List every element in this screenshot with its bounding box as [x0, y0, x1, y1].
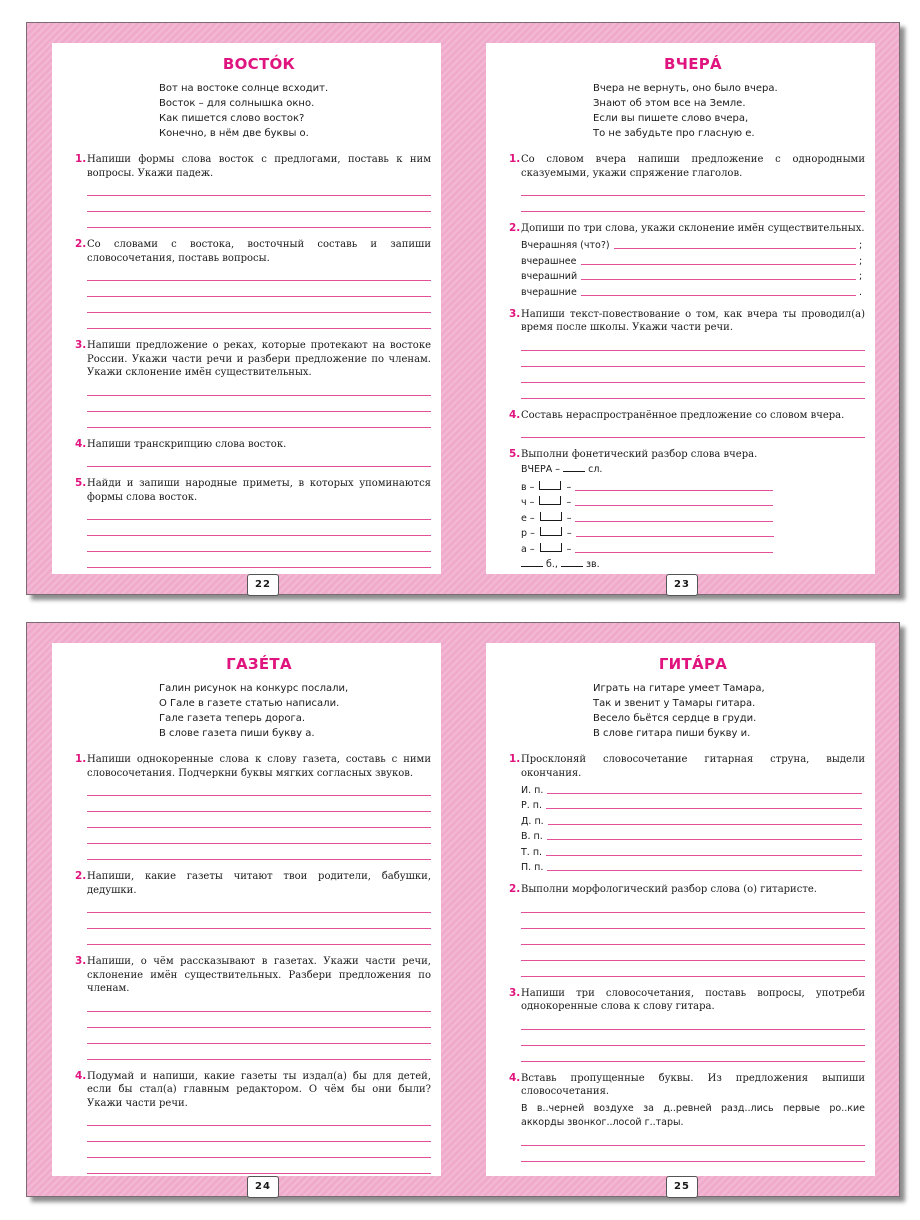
- task-number: 1.: [75, 753, 87, 765]
- page-number-23: 23: [666, 574, 698, 596]
- poem-line: Вот на востоке солнце всходит.: [159, 83, 329, 94]
- fill-label: вчерашнее: [521, 255, 577, 267]
- task-text: Со словом вчера напиши предложение с однородными сказуемыми, укажи спряжение глаголов.: [521, 154, 865, 179]
- task-text: Напиши формы слова восток с предлогами, поставь к ним вопросы. Укажи падеж.: [87, 154, 431, 179]
- case-label: Д. п.: [521, 815, 544, 827]
- task-number: 4.: [75, 1069, 87, 1082]
- answer-line[interactable]: [87, 1044, 431, 1060]
- answer-line[interactable]: [87, 929, 431, 945]
- answer-line[interactable]: [87, 1028, 431, 1044]
- answer-line[interactable]: [521, 913, 865, 929]
- sounds-blank[interactable]: [561, 558, 583, 567]
- task-number: 4.: [75, 437, 87, 450]
- task-number: 3.: [75, 955, 87, 967]
- task-number: 5.: [75, 477, 87, 489]
- task-5: [509, 448, 865, 572]
- task-text: Напиши предложение о реках, которые протекают на востоке России. Укажи части речи и разбери предложение по членам. Укажи склонение имён существительных.: [87, 340, 431, 378]
- poem-line: О Гале в газете статью написали.: [159, 698, 340, 709]
- task-4: [509, 1071, 865, 1177]
- answer-line[interactable]: [87, 313, 431, 329]
- poem-line: Если вы пишете слово вчера,: [593, 113, 749, 124]
- answer-line[interactable]: [87, 780, 431, 796]
- fill-label: вчерашний: [521, 271, 578, 282]
- answer-line[interactable]: [87, 897, 431, 913]
- answer-line[interactable]: [521, 196, 865, 212]
- task-number: 4.: [509, 1071, 521, 1084]
- case-label: Т. п.: [521, 846, 543, 858]
- syllable-label: сл.: [588, 463, 603, 475]
- sound-box[interactable]: [539, 496, 561, 505]
- page-22: [52, 43, 441, 574]
- poem: [593, 81, 793, 141]
- answer-line[interactable]: [521, 1130, 865, 1146]
- page-title: ГИТÁРА: [658, 655, 728, 673]
- answer-line[interactable]: [87, 265, 431, 281]
- answer-line[interactable]: [87, 281, 431, 297]
- answer-line[interactable]: [521, 180, 865, 196]
- letter-row[interactable]: [521, 493, 865, 509]
- task-text: Напиши, о чём рассказывают в газетах. Укажи части речи, склонение имён существительных. Разбери предложения по членам.: [87, 956, 431, 994]
- task-text: Выполни морфологический разбор слова (о) гитаристе.: [521, 884, 817, 895]
- answer-line[interactable]: [521, 1030, 865, 1046]
- answer-line[interactable]: [87, 812, 431, 828]
- case-line[interactable]: [521, 811, 865, 827]
- answer-line[interactable]: [521, 422, 865, 438]
- answer-line[interactable]: [87, 844, 431, 860]
- exercise-sentence: В в..черней воздухе за д..ревней разд..лись первые ро..кие аккорды звонког..лосой г..тары.: [521, 1102, 865, 1128]
- task-number: 5.: [509, 448, 521, 460]
- task-number: 4.: [509, 408, 521, 421]
- answer-line[interactable]: [87, 1142, 431, 1158]
- task-5: [75, 477, 431, 568]
- answer-line[interactable]: [521, 383, 865, 399]
- dash: –: [529, 497, 535, 508]
- task-number: 3.: [509, 307, 521, 320]
- poem-line: Конечно, в нём две буквы о.: [159, 128, 309, 139]
- page-number-25: 25: [666, 1176, 698, 1198]
- phonetic-word: ВЧЕРА –: [521, 463, 561, 475]
- task-text: Просклоняй словосочетание гитарная струна, выдели окончания.: [521, 754, 865, 779]
- poem-line: То не забудьте про гласную е.: [593, 128, 755, 139]
- letter-row[interactable]: [521, 539, 865, 555]
- page-number-22: 22: [247, 574, 279, 596]
- spread-pages-22-23: [26, 22, 900, 595]
- answer-line[interactable]: [521, 1046, 865, 1062]
- answer-line[interactable]: [521, 351, 865, 367]
- syllable-blank[interactable]: [563, 463, 585, 472]
- answer-line[interactable]: [87, 212, 431, 228]
- dash: –: [566, 543, 572, 555]
- fill-line[interactable]: [521, 251, 865, 267]
- answer-line[interactable]: [87, 297, 431, 313]
- fill-line[interactable]: [521, 267, 865, 283]
- task-4: [75, 437, 431, 468]
- sounds-label: зв.: [586, 558, 600, 570]
- case-label: Р. п.: [521, 800, 542, 811]
- task-1: [509, 153, 865, 212]
- answer-line[interactable]: [87, 1012, 431, 1028]
- answer-line[interactable]: [87, 412, 431, 428]
- task-number: 3.: [509, 986, 521, 999]
- task-text: Выполни фонетический разбор слова вчера.: [521, 449, 758, 460]
- answer-line[interactable]: [87, 828, 431, 844]
- poem-line: Галин рисунок на конкурс послали,: [159, 683, 349, 694]
- task-text: Напиши транскрипцию слова восток.: [87, 438, 287, 450]
- sounds-summary: [521, 557, 865, 573]
- answer-line[interactable]: [87, 196, 431, 212]
- letter-row[interactable]: [521, 477, 865, 493]
- answer-line[interactable]: [87, 451, 431, 467]
- answer-line[interactable]: [521, 367, 865, 383]
- sound-box[interactable]: [540, 543, 562, 552]
- task-text: Найди и запиши народные приметы, в которых упоминаются формы слова восток.: [87, 478, 431, 503]
- task-2: [75, 870, 431, 945]
- case-line[interactable]: [521, 780, 865, 796]
- letter-row[interactable]: [521, 508, 865, 524]
- answer-line[interactable]: [87, 996, 431, 1012]
- dash: –: [529, 481, 535, 493]
- task-1: [75, 753, 431, 860]
- task-3: [75, 339, 431, 428]
- task-text: Напиши однокоренные слова к слову газета, составь с ними словосочетания. Подчеркни буквы мягких согласных звуков.: [87, 754, 431, 779]
- case-label: И. п.: [521, 784, 544, 796]
- task-3: [75, 955, 431, 1060]
- answer-line[interactable]: [87, 796, 431, 812]
- fill-end: ;: [859, 255, 863, 267]
- task-3: [509, 986, 865, 1062]
- task-2: [75, 238, 431, 329]
- task-number: 2.: [75, 870, 87, 882]
- task-text: Вставь пропущенные буквы. Из предложения выпиши словосочетания.: [521, 1072, 865, 1097]
- task-text: Составь нераспространённое предложение со словом вчера.: [521, 409, 845, 421]
- task-2: [509, 883, 865, 977]
- answer-line[interactable]: [521, 945, 865, 961]
- answer-line[interactable]: [521, 929, 865, 945]
- task-2: [509, 222, 865, 298]
- answer-line[interactable]: [87, 380, 431, 396]
- dash: –: [529, 543, 535, 555]
- dash: –: [529, 512, 535, 524]
- answer-line[interactable]: [87, 520, 431, 536]
- letters-blank[interactable]: [521, 558, 543, 567]
- task-number: 1.: [509, 153, 521, 165]
- task-text: Напиши текст-повествование о том, как вчера ты проводил(а) время после школы. Укажи части речи.: [521, 308, 865, 333]
- answer-line[interactable]: [87, 180, 431, 196]
- answer-line[interactable]: [87, 1126, 431, 1142]
- poem-line: Восток – для солнышка окно.: [159, 98, 315, 109]
- case-label: В. п.: [521, 831, 543, 842]
- task-4: [509, 408, 865, 439]
- case-line[interactable]: [521, 796, 865, 812]
- answer-line[interactable]: [521, 335, 865, 351]
- answer-line[interactable]: [87, 396, 431, 412]
- task-text: Подумай и напиши, какие газеты ты издал(а) бы для детей, если бы стал(а) главным редактором. О чём бы они были? Укажи части речи.: [87, 1070, 431, 1109]
- fill-line[interactable]: [521, 282, 865, 298]
- page-title: ВОСТÓК: [222, 55, 296, 73]
- sound-box[interactable]: [539, 481, 561, 490]
- poem-line: Весело бьётся сердце в груди.: [593, 713, 757, 724]
- fill-end: .: [859, 286, 863, 298]
- poem-line: Знают об этом все на Земле.: [593, 98, 746, 109]
- fill-end: ;: [859, 240, 863, 251]
- poem: [159, 681, 359, 741]
- poem-line: Гале газета теперь дорога.: [159, 713, 306, 724]
- task-text: Напиши три словосочетания, поставь вопросы, употреби однокоренные слова к слову гитара.: [521, 987, 865, 1012]
- answer-line[interactable]: [521, 1162, 865, 1177]
- poem: [159, 81, 359, 141]
- poem-line: Как пишется слово восток?: [159, 113, 305, 124]
- task-3: [509, 307, 865, 399]
- poem-line: В слове гитара пиши букву и.: [593, 728, 751, 739]
- page-title: ВЧЕРÁ: [664, 55, 722, 73]
- phonetic-header: [521, 462, 865, 478]
- fill-line[interactable]: [521, 236, 865, 252]
- letter: р: [521, 528, 528, 539]
- page-24: [52, 643, 441, 1176]
- case-line[interactable]: [521, 842, 865, 858]
- page-number-24: 24: [247, 1176, 279, 1198]
- dash: –: [566, 481, 572, 493]
- letters-label: б.,: [546, 558, 558, 570]
- answer-line[interactable]: [87, 536, 431, 552]
- case-line[interactable]: [521, 827, 865, 843]
- task-number: 2.: [75, 238, 87, 250]
- task-number: 1.: [75, 153, 87, 165]
- sound-box[interactable]: [540, 512, 562, 521]
- poem-line: Так и звенит у Тамары гитара.: [593, 698, 756, 709]
- dash: –: [566, 497, 572, 508]
- dash: –: [530, 528, 535, 539]
- dash: –: [566, 528, 572, 539]
- task-text: Напиши, какие газеты читают твои родители, бабушки, дедушки.: [87, 871, 431, 896]
- task-number: 2.: [509, 883, 521, 895]
- letter: в: [521, 481, 527, 493]
- case-line[interactable]: [521, 858, 865, 874]
- fill-end: ;: [859, 271, 863, 282]
- page-25: [486, 643, 875, 1176]
- dash: –: [566, 512, 572, 524]
- page-title: ГАЗÉТА: [226, 655, 292, 673]
- answer-line[interactable]: [87, 552, 431, 568]
- task-text: Допиши по три слова, укажи склонение имён существительных.: [521, 223, 865, 234]
- letter: е: [521, 512, 527, 524]
- poem-line: В слове газета пиши букву а.: [159, 728, 315, 739]
- answer-line[interactable]: [87, 504, 431, 520]
- letter-row[interactable]: [521, 524, 865, 540]
- task-1: [509, 753, 865, 873]
- spread-pages-24-25: [26, 622, 900, 1197]
- task-text: Со словами с востока, восточный составь и запиши словосочетания, поставь вопросы.: [87, 239, 431, 264]
- sound-box[interactable]: [540, 527, 562, 536]
- answer-line[interactable]: [87, 1158, 431, 1174]
- answer-line[interactable]: [521, 897, 865, 913]
- task-4: [75, 1069, 431, 1177]
- answer-line[interactable]: [521, 1146, 865, 1162]
- page-23: [486, 43, 875, 574]
- answer-line[interactable]: [521, 1014, 865, 1030]
- task-1: [75, 153, 431, 228]
- poem: [593, 681, 793, 741]
- task-number: 1.: [509, 753, 521, 765]
- answer-line[interactable]: [87, 913, 431, 929]
- poem-line: Играть на гитаре умеет Тамара,: [593, 683, 765, 694]
- poem-line: Вчера не вернуть, оно было вчера.: [593, 83, 778, 94]
- answer-line[interactable]: [521, 961, 865, 977]
- case-label: П. п.: [521, 862, 544, 873]
- fill-label: Вчерашняя (что?): [521, 240, 610, 251]
- letter: а: [521, 543, 527, 555]
- letter: ч: [521, 497, 527, 508]
- fill-label: вчерашние: [521, 286, 577, 298]
- task-number: 3.: [75, 339, 87, 351]
- answer-line[interactable]: [87, 1110, 431, 1126]
- task-number: 2.: [509, 222, 521, 234]
